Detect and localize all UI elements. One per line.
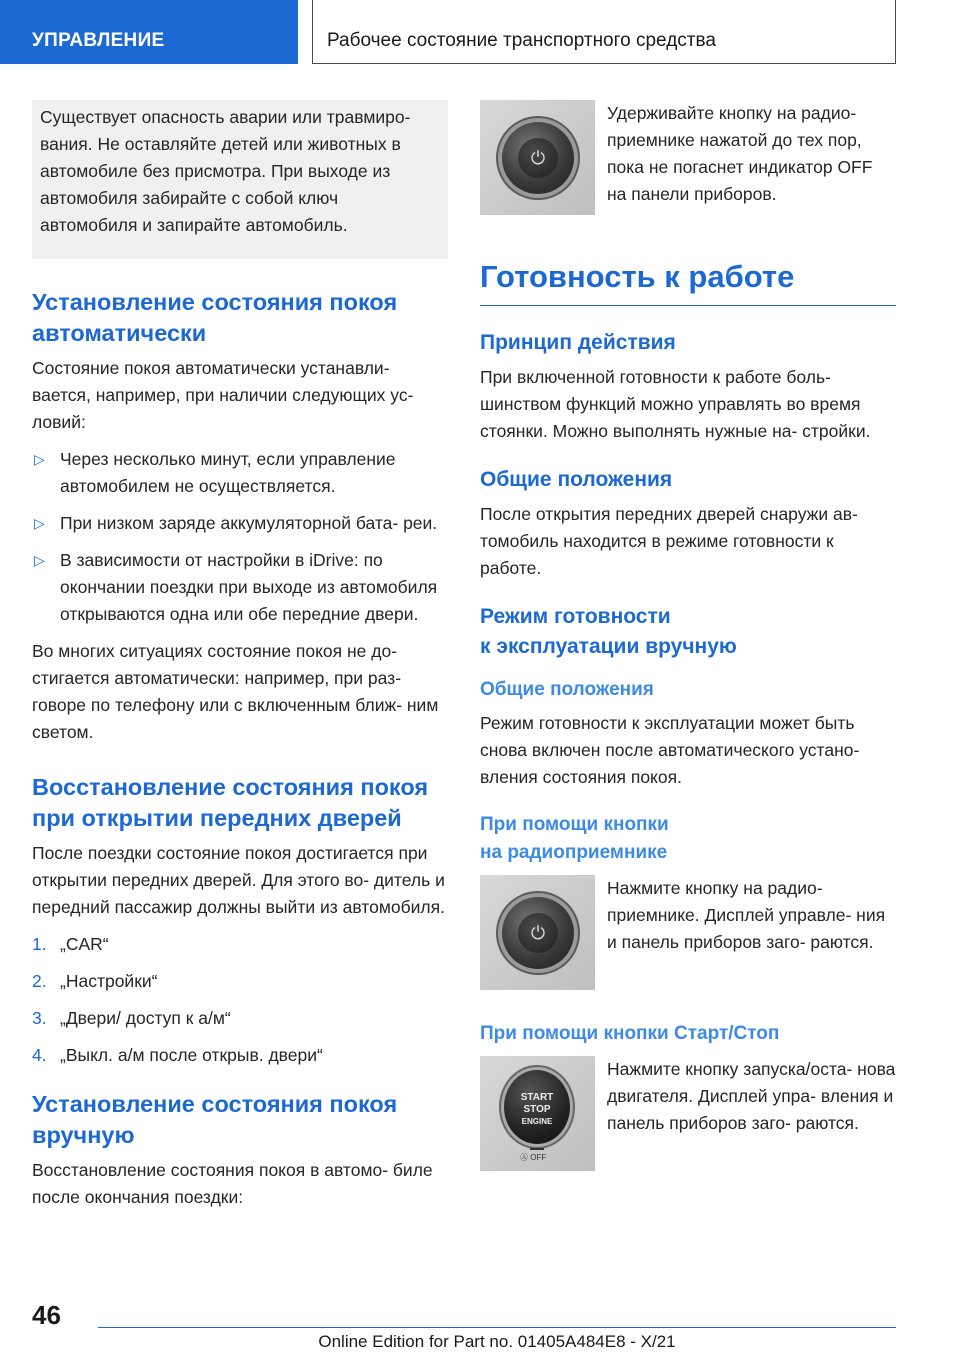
start-stop-row: [480, 1056, 896, 1171]
radio-button-section: [480, 811, 896, 990]
start-stop-heading: При помощи кнопки Старт/Стоп: [480, 1023, 780, 1044]
radio-press-row: [480, 875, 896, 990]
power-icon: ⏻: [518, 913, 558, 953]
radio-hold-text: Удерживайте кнопку на радио- приемнике нажатой до тех пор, пока не погаснет индикатор OFF на панели приборов.: [607, 103, 873, 204]
auto-rest-intro: Состояние покоя автоматически устанавли- вается, например, при наличии следующих ус- ловий:: [32, 358, 414, 432]
triangle-right-icon: ▷: [34, 451, 45, 467]
radio-button-heading: При помощи кнопки на радиоприемнике: [480, 814, 669, 863]
general-heading: Общие положения: [480, 468, 673, 491]
principle-heading: Принцип действия: [480, 331, 676, 354]
list-item: ▷ Через несколько минут, если управление автомобилем не осуществляется.: [32, 446, 448, 500]
restore-steps-list: [32, 931, 448, 1069]
general-text: После открытия передних дверей снаружи ав- томобиль находится в режиме готовности к работе.: [480, 504, 858, 578]
restore-rest-text: После поездки состояние покоя достигается при открытии передних дверей. Для этого во- дитель и передний пассажир должны выйти из автомобиля.: [32, 843, 445, 917]
radio-knob: [502, 897, 574, 969]
principle-section: [480, 328, 896, 445]
manual-rest-section: [32, 1089, 448, 1211]
auto-rest-conditions-list: [32, 446, 448, 628]
left-column: [32, 100, 448, 1231]
auto-rest-section: [32, 287, 448, 746]
triangle-right-icon: ▷: [34, 515, 45, 531]
auto-off-line: [530, 1148, 544, 1150]
header-section-tab: УПРАВЛЕНИЕ: [0, 0, 298, 64]
restore-rest-section: [32, 772, 448, 1069]
radio-knob-image: [480, 875, 595, 990]
list-item: 3. „Двери/ доступ к а/м“: [32, 1008, 231, 1028]
manual-ready-heading: Режим готовности к эксплуатации вручную: [480, 605, 737, 658]
restore-rest-heading: Восстановление состояния покоя при открытии передних дверей: [32, 774, 429, 831]
radio-press-text: Нажмите кнопку на радио- приемнике. Дисплей управле- ния и панель приборов заго- раются.: [607, 878, 886, 952]
footer-divider: [98, 1327, 896, 1328]
power-icon: ⏻: [518, 138, 558, 178]
start-stop-section: [480, 1020, 896, 1171]
footer-edition: Online Edition for Part no. 01405A484E8 - X/21: [318, 1332, 676, 1351]
list-item: ▷ В зависимости от настройки в iDrive: по окончании поездки при выходе из автомобиля открываются одна или обе передние двери.: [32, 547, 448, 628]
radio-knob-image: [480, 100, 595, 215]
warning-box: [32, 100, 448, 259]
manual-rest-text: Восстановление состояния покоя в автомо- биле после окончания поездки:: [32, 1160, 433, 1207]
sub-general-heading: Общие положения: [480, 679, 654, 700]
list-item: 1. „CAR“: [32, 934, 109, 954]
sub-general-text: Режим готовности к эксплуатации может быть снова включен после автоматического устано- вления состояния покоя.: [480, 713, 860, 787]
list-item: 2. „Настройки“: [32, 971, 158, 991]
manual-rest-heading: Установление состояния покоя вручную: [32, 1091, 398, 1148]
list-item: ▷ При низком заряде аккумуляторной бата- реи.: [32, 510, 448, 537]
auto-off-label: Ⓐ OFF: [520, 1153, 547, 1162]
auto-rest-outro: Во многих ситуациях состояние покоя не до- стигается автоматически: например, при раз- говоре по телефону или с включенным ближ- ним светом.: [32, 641, 439, 742]
general-section: [480, 465, 896, 582]
header-chapter-title: Рабочее состояние транспортного средства: [312, 0, 896, 64]
triangle-right-icon: ▷: [34, 552, 45, 568]
page-number: 46: [32, 1300, 61, 1330]
manual-ready-section: [480, 602, 896, 791]
ready-heading: Готовность к работе: [480, 255, 896, 306]
list-item: 4. „Выкл. а/м после открыв. двери“: [32, 1045, 323, 1065]
start-stop-button-graphic: START STOP ENGINE: [504, 1070, 570, 1144]
start-stop-image: [480, 1056, 595, 1171]
warning-text: Существует опасность аварии или травмиро- вания. Не оставляйте детей или животных в автомобиле без присмотра. При выходе из автомобиля забирайте с собой ключ автомобиля и запирайте автомобиль.: [40, 107, 411, 235]
start-stop-text: Нажмите кнопку запуска/оста- нова двигателя. Дисплей упра- вления и панель приборов заго- раются.: [607, 1059, 896, 1133]
radio-hold-row: [480, 100, 896, 215]
principle-text: При включенной готовности к работе боль- шинством функций можно управлять во время стоянки. Можно выполнять нужные на- стройки.: [480, 367, 871, 441]
auto-rest-heading: Установление состояния покоя автоматически: [32, 289, 398, 346]
right-column: [480, 100, 896, 1191]
radio-knob: [502, 122, 574, 194]
